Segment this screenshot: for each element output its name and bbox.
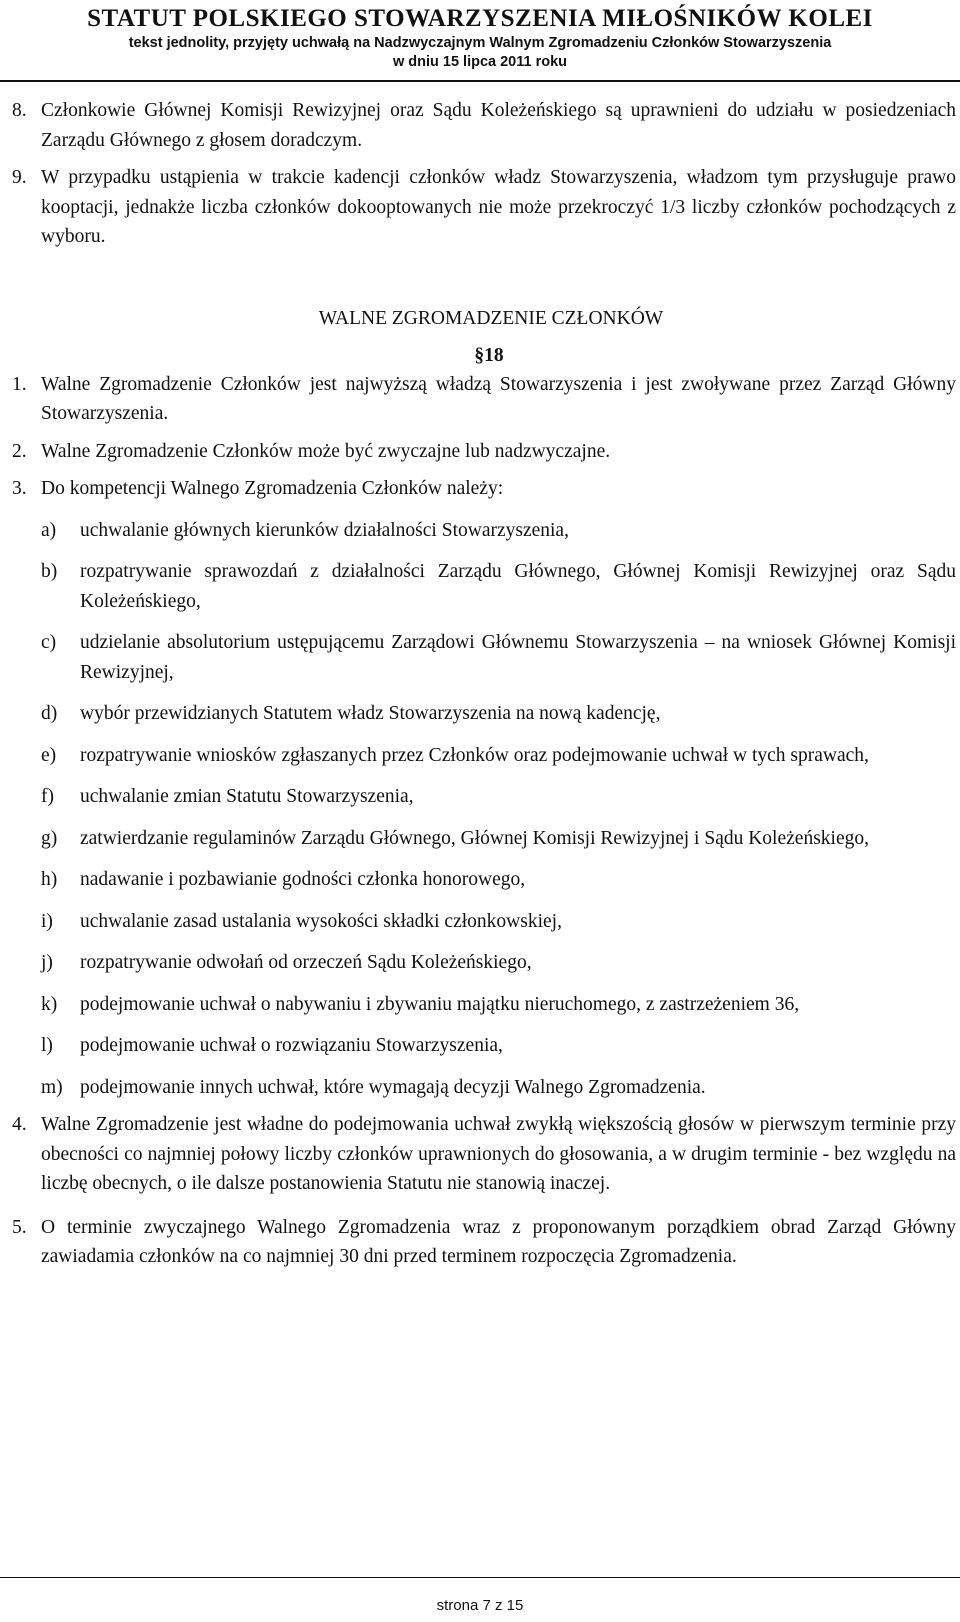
- list-item-letter: j): [41, 952, 53, 973]
- list-item-letter: f): [41, 786, 54, 807]
- list-item-letter: b): [41, 561, 58, 582]
- list-item-text: udzielanie absolutorium ustępującemu Zarządowi Głównemu Stowarzyszenia – na wniosek Głównej Komisji Rewizyjnej,: [80, 632, 956, 683]
- list-item-l: [12, 1031, 956, 1061]
- footer-divider: [0, 1577, 960, 1578]
- list-item-k: [12, 990, 956, 1020]
- list-item-d: [12, 699, 956, 729]
- page-number: strona 7 z 15: [436, 1597, 524, 1614]
- paragraph-number: 4.: [12, 1114, 27, 1135]
- list-item-e: [12, 741, 956, 771]
- paragraph-number: 8.: [12, 100, 27, 121]
- paragraph-text: Walne Zgromadzenie Członków jest najwyższą władzą Stowarzyszenia i jest zwoływane przez Zarząd Główny Stowarzyszenia.: [41, 373, 956, 424]
- competence-list: [12, 516, 956, 1103]
- section-paragraph-1: [12, 370, 956, 429]
- section-paragraph-5: [12, 1213, 956, 1272]
- list-item-text: zatwierdzanie regulaminów Zarządu Głównego, Głównej Komisji Rewizyjnej i Sądu Koleżeńskiego,: [80, 827, 869, 849]
- list-item-letter: m): [41, 1076, 63, 1098]
- paragraph-8: [12, 96, 956, 155]
- list-item-text: rozpatrywanie wniosków zgłaszanych przez Członków oraz podejmowanie uchwał w tych sprawach,: [80, 744, 869, 766]
- list-item-text: podejmowanie uchwał o nabywaniu i zbywaniu majątku nieruchomego, z zastrzeżeniem 36,: [80, 993, 800, 1015]
- section-paragraph-4: [12, 1110, 956, 1199]
- list-item-text: uchwalanie zasad ustalania wysokości składki członkowskiej,: [80, 910, 562, 932]
- document-date: w dniu 15 lipca 2011 roku: [392, 54, 568, 70]
- document-title: STATUT POLSKIEGO STOWARZYSZENIA MIŁOŚNIKÓW KOLEI: [87, 5, 873, 32]
- section-paragraph-3: [12, 474, 956, 504]
- paragraph-number: 5.: [12, 1216, 27, 1238]
- list-item-a: [12, 516, 956, 546]
- paragraph-number: 9.: [12, 167, 27, 188]
- paragraph-text: O terminie zwyczajnego Walnego Zgromadzenia wraz z proponowanym porządkiem obrad Zarząd Główny zawiadamia członków na co najmniej 30 dni przed terminem rozpoczęcia Zgromadzenia.: [41, 1216, 956, 1267]
- list-item-letter: a): [41, 519, 57, 541]
- list-item-letter: l): [41, 1035, 53, 1056]
- section-title: WALNE ZGROMADZENIE CZŁONKÓW: [318, 307, 664, 329]
- list-item-text: rozpatrywanie odwołań od orzeczeń Sądu Koleżeńskiego,: [80, 952, 532, 973]
- paragraph-text: Do kompetencji Walnego Zgromadzenia Członków należy:: [41, 478, 504, 499]
- header-divider: [0, 80, 960, 82]
- document-body: [12, 96, 956, 1272]
- list-item-b: [12, 557, 956, 616]
- list-item-text: podejmowanie uchwał o rozwiązaniu Stowarzyszenia,: [80, 1035, 503, 1056]
- list-item-letter: d): [41, 703, 58, 724]
- section-paragraph-2: [12, 437, 956, 467]
- section-number: [12, 341, 956, 370]
- list-item-letter: g): [41, 827, 58, 849]
- list-item-f: [12, 782, 956, 812]
- list-item-text: nadawanie i pozbawianie godności członka honorowego,: [80, 869, 526, 890]
- list-item-g: [12, 824, 956, 854]
- list-item-m: [12, 1073, 956, 1103]
- list-item-letter: i): [41, 910, 53, 932]
- section-sign: §: [474, 344, 485, 366]
- list-item-text: rozpatrywanie sprawozdań z działalności Zarządu Głównego, Głównej Komisji Rewizyjnej oraz Sądu Koleżeńskiego,: [80, 561, 956, 612]
- paragraph-number: 1.: [12, 373, 27, 395]
- list-item-letter: c): [41, 632, 57, 653]
- paragraph-text: W przypadku ustąpienia w trakcie kadencji członków władz Stowarzyszenia, władzom tym przysługuje prawo kooptacji, jednakże liczba członków dokooptowanych nie może przekroczyć 1/3 liczby członków pochodzących z wyboru.: [41, 167, 956, 247]
- paragraph-text: Walne Zgromadzenie jest władne do podejmowania uchwał zwykłą większością głosów w pierwszym terminie przy obecności co najmniej połowy liczby członków uprawnionych do głosowania, a w drugim terminie - bez względu na liczbę obecnych, o ile dalsze postanowienia Statutu nie stanowią inaczej.: [41, 1114, 956, 1194]
- list-item-letter: e): [41, 744, 57, 766]
- paragraph-number: 3.: [12, 478, 27, 499]
- list-item-letter: h): [41, 869, 58, 890]
- paragraph-9: [12, 163, 956, 252]
- list-item-text: uchwalanie głównych kierunków działalności Stowarzyszenia,: [80, 519, 569, 541]
- document-subtitle: tekst jednolity, przyjęty uchwałą na Nadzwyczajnym Walnym Zgromadzeniu Członków Stowarzyszenia: [128, 35, 832, 51]
- paragraph-number: 2.: [12, 440, 27, 462]
- section-number-value: 18: [484, 344, 504, 366]
- page-header: [0, 0, 960, 72]
- list-item-h: [12, 865, 956, 895]
- list-item-letter: k): [41, 993, 58, 1015]
- list-item-i: [12, 907, 956, 937]
- paragraph-text: Walne Zgromadzenie Członków może być zwyczajne lub nadzwyczajne.: [41, 440, 611, 462]
- list-item-text: wybór przewidzianych Statutem władz Stowarzyszenia na nową kadencję,: [80, 703, 661, 724]
- list-item-c: [12, 628, 956, 687]
- paragraph-text: Członkowie Głównej Komisji Rewizyjnej oraz Sądu Koleżeńskiego są uprawnieni do udziału w posiedzeniach Zarządu Głównego z głosem doradczym.: [41, 100, 956, 151]
- list-item-text: podejmowanie innych uchwał, które wymagają decyzji Walnego Zgromadzenia.: [80, 1076, 706, 1098]
- list-item-j: [12, 948, 956, 978]
- list-item-text: uchwalanie zmian Statutu Stowarzyszenia,: [80, 786, 414, 807]
